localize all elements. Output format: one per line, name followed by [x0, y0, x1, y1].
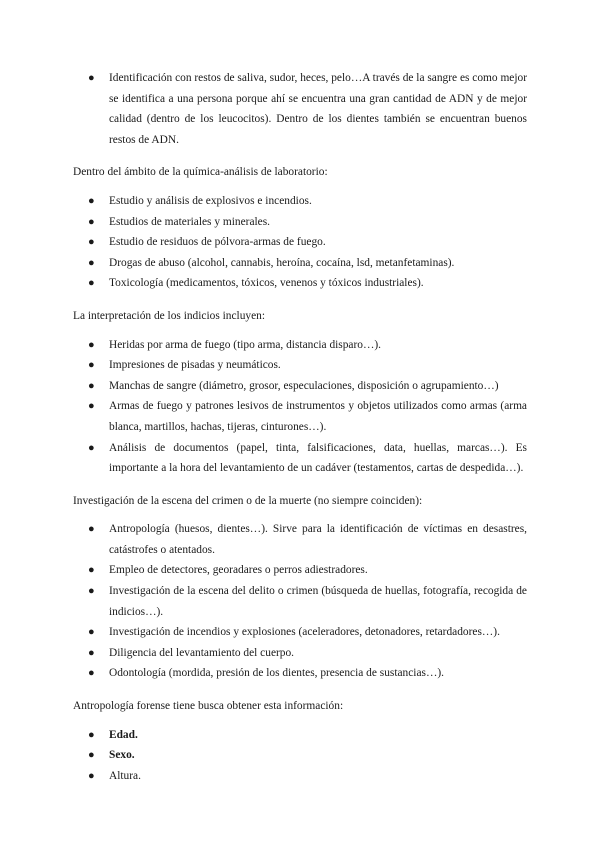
list-item-text: Impresiones de pisadas y neumáticos.: [109, 359, 281, 372]
list-item-text: Estudio de residuos de pólvora-armas de fuego.: [109, 236, 326, 249]
bullet-list-adn: [73, 68, 527, 150]
bullet-icon: ●: [88, 379, 95, 392]
bullet-icon: ●: [88, 256, 95, 269]
list-item: [73, 273, 527, 294]
list-item-text: Odontología (mordida, presión de los dientes, presencia de sustancias…).: [109, 667, 444, 680]
bullet-icon: ●: [88, 769, 95, 782]
list-item: [73, 68, 527, 150]
list-item: [73, 766, 527, 787]
list-item-text: Investigación de incendios y explosiones (aceleradores, detonadores, retardadores…).: [109, 626, 500, 639]
bullet-icon: ●: [88, 215, 95, 228]
list-item-text: Armas de fuego y patrones lesivos de instrumentos y objetos utilizados como armas (arma blanca, martillos, hachas, tijeras, cinturones…).: [109, 400, 527, 433]
bullet-icon: ●: [88, 400, 95, 413]
list-item: [73, 232, 527, 253]
bullet-icon: ●: [88, 564, 95, 577]
bullet-icon: ●: [88, 236, 95, 249]
list-item: [73, 622, 527, 643]
list-item: [73, 663, 527, 684]
list-item: [73, 560, 527, 581]
list-item-text: Sexo.: [109, 749, 135, 762]
bullet-icon: ●: [88, 523, 95, 536]
list-item: [73, 212, 527, 233]
list-item-text: Toxicología (medicamentos, tóxicos, venenos y tóxicos industriales).: [109, 277, 424, 290]
list-item-text: Análisis de documentos (papel, tinta, falsificaciones, data, huellas, marcas…). Es importante a la hora del levantamiento de un cadáver (testamentos, cartas de despedida…).: [109, 441, 527, 475]
list-item: [73, 581, 527, 622]
list-item-text: Altura.: [109, 769, 141, 782]
list-item-text: Edad.: [109, 728, 138, 741]
bullet-icon: ●: [88, 338, 95, 351]
list-item-text: Estudio y análisis de explosivos e incendios.: [109, 194, 312, 207]
list-item: [73, 643, 527, 664]
list-item: [73, 519, 527, 560]
list-item-text: Antropología (huesos, dientes…). Sirve para la identificación de víctimas en desastres, catástrofes o atentados.: [109, 523, 527, 556]
bullet-icon: ●: [88, 72, 95, 84]
list-item-text: Drogas de abuso (alcohol, cannabis, heroína, cocaína, lsd, metanfetaminas).: [109, 256, 455, 269]
list-item: [73, 438, 527, 479]
list-item: [73, 396, 527, 437]
bullet-list-antropologia: [73, 725, 527, 787]
bullet-list-indicios: [73, 335, 527, 479]
list-item-text: Identificación con restos de saliva, sudor, heces, pelo…A través de la sangre es como mejor se identifica a una persona porque ahí se encuentra una gran cantidad de ADN y de mejor calidad (dentro de los leucocitos). Dentro de los dientes también se encuentran buenos restos de ADN.: [109, 72, 528, 146]
list-item-text: Diligencia del levantamiento del cuerpo.: [109, 646, 295, 659]
bullet-icon: ●: [88, 646, 95, 659]
list-item: [73, 335, 527, 356]
bullet-list-quimica: [73, 191, 527, 294]
bullet-list-escena: [73, 519, 527, 684]
list-item-text: Heridas por arma de fuego (tipo arma, distancia disparo…).: [109, 338, 382, 351]
bullet-icon: ●: [88, 667, 95, 680]
list-item: [73, 376, 527, 397]
list-item-text: Estudios de materiales y minerales.: [109, 215, 271, 228]
bullet-icon: ●: [88, 441, 95, 454]
list-item: [73, 253, 527, 274]
list-item: [73, 191, 527, 212]
bullet-icon: ●: [88, 728, 95, 741]
bullet-icon: ●: [88, 359, 95, 372]
document-body: [73, 68, 527, 798]
list-item-text: Empleo de detectores, georadares o perros adiestradores.: [109, 564, 368, 577]
list-item: [73, 355, 527, 376]
bullet-icon: ●: [88, 277, 95, 290]
list-item: [73, 725, 527, 746]
section-heading-escena: Investigación de la escena del crimen o de la muerte (no siempre coinciden):: [73, 494, 423, 507]
list-item-text: Manchas de sangre (diámetro, grosor, especulaciones, disposición o agrupamiento…): [109, 379, 499, 392]
section-heading-quimica: Dentro del ámbito de la química-análisis de laboratorio:: [73, 166, 328, 179]
section-heading-indicios: La interpretación de los indicios incluyen:: [73, 309, 266, 322]
bullet-icon: ●: [88, 749, 95, 762]
bullet-icon: ●: [88, 626, 95, 639]
list-item: [73, 745, 527, 766]
section-heading-antropologia: Antropología forense tiene busca obtener esta información:: [73, 700, 344, 713]
bullet-icon: ●: [88, 585, 95, 598]
bullet-icon: ●: [88, 194, 95, 207]
list-item-text: Investigación de la escena del delito o crimen (búsqueda de huellas, fotografía, recogida de indicios…).: [109, 585, 527, 618]
